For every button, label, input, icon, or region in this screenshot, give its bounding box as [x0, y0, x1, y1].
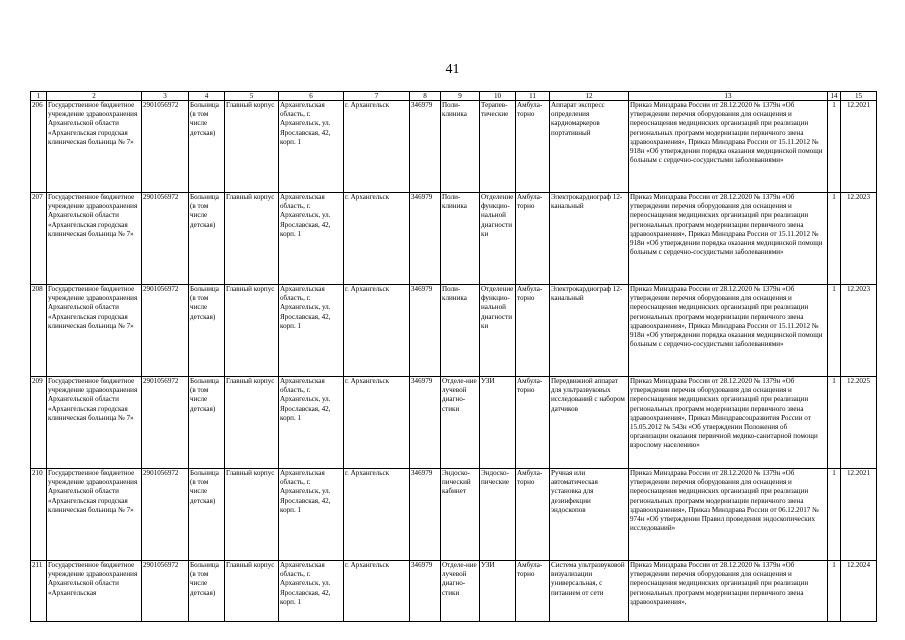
- legal-basis-cell: Приказ Минздрава России от 28.12.2020 № 1379н «Об утверждении перечня оборудования для оснащения и переоснащения медицинских организаций при реализации региональных программ модернизации первичного звена здравоохранения», Приказ Минздрава России от 06.12.2017 № 974н «Об утверждении Правил проведения эндоскопических исследований»: [629, 469, 828, 561]
- address-cell: Архангельская область, г. Архангельск, ул. Ярославская, 42, корп. 1: [279, 193, 344, 285]
- column-header: 5: [225, 92, 279, 101]
- row-number-cell: 211: [31, 561, 47, 622]
- table-row: [31, 561, 877, 622]
- legal-basis-cell: Приказ Минздрава России от 28.12.2020 № 1379н «Об утверждении перечня оборудования для оснащения и переоснащения медицинских организаций при реализации региональных программ модернизации первичного звена здравоохранения», Приказ Минздрава России от 15.11.2012 № 918н «Об утверждении порядка оказания медицинской помощи больным с сердечно-сосудистыми заболеваниями»: [629, 101, 828, 193]
- date-cell: 12.2023: [841, 285, 877, 377]
- oktmo-cell: 346979: [410, 193, 441, 285]
- quantity-cell: 1: [828, 469, 841, 561]
- city-cell: г. Архангельск: [344, 285, 410, 377]
- column-header: 11: [516, 92, 550, 101]
- building-cell: Главный корпус: [225, 561, 279, 622]
- table-row: [31, 377, 877, 469]
- equipment-cell: Ручная или автоматическая установка для дезинфекции эндоскопов: [550, 469, 629, 561]
- column-header: 4: [189, 92, 225, 101]
- row-number-cell: 206: [31, 101, 47, 193]
- care-form-cell: Амбула-торно: [516, 561, 550, 622]
- organization-cell: Государственное бюджетное учреждение здравоохранения Архангельской области «Архангельская городская клиническая больница № 7»: [47, 377, 142, 469]
- department-cell: Терапев-тические: [480, 101, 516, 193]
- table-row: [31, 193, 877, 285]
- inn-cell: 2901056972: [142, 561, 189, 622]
- organization-cell: Государственное бюджетное учреждение здравоохранения Архангельской области «Архангельская городская клиническая больница № 7»: [47, 285, 142, 377]
- department-cell: Отделение функцио-нальной диагностики: [480, 193, 516, 285]
- address-cell: Архангельская область, г. Архангельск, ул. Ярославская, 42, корп. 1: [279, 377, 344, 469]
- column-header: 6: [279, 92, 344, 101]
- organization-cell: Государственное бюджетное учреждение здравоохранения Архангельской области «Архангельская городская клиническая больница № 7»: [47, 469, 142, 561]
- address-cell: Архангельская область, г. Архангельск, ул. Ярославская, 42, корп. 1: [279, 101, 344, 193]
- quantity-cell: 1: [828, 285, 841, 377]
- row-number-cell: 208: [31, 285, 47, 377]
- column-header: 1: [31, 92, 47, 101]
- equipment-cell: Электрокардиограф 12-канальный: [550, 193, 629, 285]
- equipment-cell: Электрокардиограф 12-канальный: [550, 285, 629, 377]
- address-cell: Архангельская область, г. Архангельск, ул. Ярославская, 42, корп. 1: [279, 561, 344, 622]
- table-row: [31, 469, 877, 561]
- date-cell: 12.2021: [841, 101, 877, 193]
- inn-cell: 2901056972: [142, 101, 189, 193]
- organization-cell: Государственное бюджетное учреждение здравоохранения Архангельской области «Архангельская городская клиническая больница № 7»: [47, 101, 142, 193]
- unit-cell: Отделе-ние лучевой диагно-стики: [441, 377, 480, 469]
- care-form-cell: Амбула-торно: [516, 285, 550, 377]
- quantity-cell: 1: [828, 377, 841, 469]
- care-form-cell: Амбула-торно: [516, 101, 550, 193]
- department-cell: Эндоско-пические: [480, 469, 516, 561]
- facility-type-cell: Больница (в том числе детская): [189, 193, 225, 285]
- date-cell: 12.2021: [841, 469, 877, 561]
- care-form-cell: Амбула-торно: [516, 377, 550, 469]
- date-cell: 12.2023: [841, 193, 877, 285]
- table-row: [31, 285, 877, 377]
- column-header: 12: [550, 92, 629, 101]
- department-cell: УЗИ: [480, 561, 516, 622]
- facility-type-cell: Больница (в том числе детская): [189, 469, 225, 561]
- facility-type-cell: Больница (в том числе детская): [189, 285, 225, 377]
- equipment-cell: Аппарат экспресс определения кардиомаркеров портативный: [550, 101, 629, 193]
- column-header: 3: [142, 92, 189, 101]
- page-number: 41: [445, 62, 460, 77]
- inn-cell: 2901056972: [142, 469, 189, 561]
- city-cell: г. Архангельск: [344, 469, 410, 561]
- column-header: 9: [441, 92, 480, 101]
- care-form-cell: Амбула-торно: [516, 469, 550, 561]
- building-cell: Главный корпус: [225, 469, 279, 561]
- legal-basis-cell: Приказ Минздрава России от 28.12.2020 № 1379н «Об утверждении перечня оборудования для оснащения и переоснащения медицинских организаций при реализации региональных программ модернизации первичного звена здравоохранения», Приказ Минздрава России от 15.11.2012 № 918н «Об утверждении порядка оказания медицинской помощи больным с сердечно-сосудистыми заболеваниями»: [629, 285, 828, 377]
- legal-basis-cell: Приказ Минздрава России от 28.12.2020 № 1379н «Об утверждении перечня оборудования для оснащения и переоснащения медицинских организаций при реализации региональных программ модернизации первичного звена здравоохранения», Приказ Минздравсоцразвития России от 15.05.2012 № 543н «Об утверждении Положения об организации оказания первичной медико-санитарной помощи взрослому населению»: [629, 377, 828, 469]
- oktmo-cell: 346979: [410, 377, 441, 469]
- column-header: 8: [410, 92, 441, 101]
- unit-cell: Поли-клиника: [441, 285, 480, 377]
- inn-cell: 2901056972: [142, 377, 189, 469]
- equipment-cell: Передвижной аппарат для ультразвуковых исследований с набором датчиков: [550, 377, 629, 469]
- unit-cell: Эндоско-пический кабинет: [441, 469, 480, 561]
- table-header-row: [31, 92, 877, 101]
- city-cell: г. Архангельск: [344, 101, 410, 193]
- unit-cell: Поли-клиника: [441, 193, 480, 285]
- column-header: 2: [47, 92, 142, 101]
- city-cell: г. Архангельск: [344, 561, 410, 622]
- table-row: [31, 101, 877, 193]
- department-cell: Отделение функцио-нальной диагностики: [480, 285, 516, 377]
- oktmo-cell: 346979: [410, 561, 441, 622]
- building-cell: Главный корпус: [225, 377, 279, 469]
- column-header: 14: [828, 92, 841, 101]
- row-number-cell: 209: [31, 377, 47, 469]
- department-cell: УЗИ: [480, 377, 516, 469]
- date-cell: 12.2025: [841, 377, 877, 469]
- unit-cell: Отделе-ние лучевой диагно-стики: [441, 561, 480, 622]
- row-number-cell: 210: [31, 469, 47, 561]
- date-cell: 12.2024: [841, 561, 877, 622]
- equipment-registry-table: [30, 91, 877, 622]
- quantity-cell: 1: [828, 101, 841, 193]
- oktmo-cell: 346979: [410, 469, 441, 561]
- unit-cell: Поли-клиника: [441, 101, 480, 193]
- address-cell: Архангельская область, г. Архангельск, ул. Ярославская, 42, корп. 1: [279, 469, 344, 561]
- city-cell: г. Архангельск: [344, 377, 410, 469]
- quantity-cell: 1: [828, 193, 841, 285]
- column-header: 7: [344, 92, 410, 101]
- building-cell: Главный корпус: [225, 193, 279, 285]
- care-form-cell: Амбула-торно: [516, 193, 550, 285]
- building-cell: Главный корпус: [225, 285, 279, 377]
- inn-cell: 2901056972: [142, 193, 189, 285]
- oktmo-cell: 346979: [410, 285, 441, 377]
- organization-cell: Государственное бюджетное учреждение здравоохранения Архангельской области «Архангельская: [47, 561, 142, 622]
- organization-cell: Государственное бюджетное учреждение здравоохранения Архангельской области «Архангельская городская клиническая больница № 7»: [47, 193, 142, 285]
- row-number-cell: 207: [31, 193, 47, 285]
- inn-cell: 2901056972: [142, 285, 189, 377]
- legal-basis-cell: Приказ Минздрава России от 28.12.2020 № 1379н «Об утверждении перечня оборудования для оснащения и переоснащения медицинских организаций при реализации региональных программ модернизации первичного звена здравоохранения», Приказ Минздрава России от 15.11.2012 № 918н «Об утверждении порядка оказания медицинской помощи больным с сердечно-сосудистыми заболеваниями»: [629, 193, 828, 285]
- building-cell: Главный корпус: [225, 101, 279, 193]
- column-header: 15: [841, 92, 877, 101]
- city-cell: г. Архангельск: [344, 193, 410, 285]
- column-header: 10: [480, 92, 516, 101]
- facility-type-cell: Больница (в том числе детская): [189, 377, 225, 469]
- address-cell: Архангельская область, г. Архангельск, ул. Ярославская, 42, корп. 1: [279, 285, 344, 377]
- legal-basis-cell: Приказ Минздрава России от 28.12.2020 № 1379н «Об утверждении перечня оборудования для оснащения и переоснащения медицинских организаций при реализации региональных программ модернизации первичного звена здравоохранения»,: [629, 561, 828, 622]
- facility-type-cell: Больница (в том числе детская): [189, 101, 225, 193]
- facility-type-cell: Больница (в том числе детская): [189, 561, 225, 622]
- column-header: 13: [629, 92, 828, 101]
- equipment-cell: Система ультразвуковой визуализации универсальная, с питанием от сети: [550, 561, 629, 622]
- oktmo-cell: 346979: [410, 101, 441, 193]
- quantity-cell: 1: [828, 561, 841, 622]
